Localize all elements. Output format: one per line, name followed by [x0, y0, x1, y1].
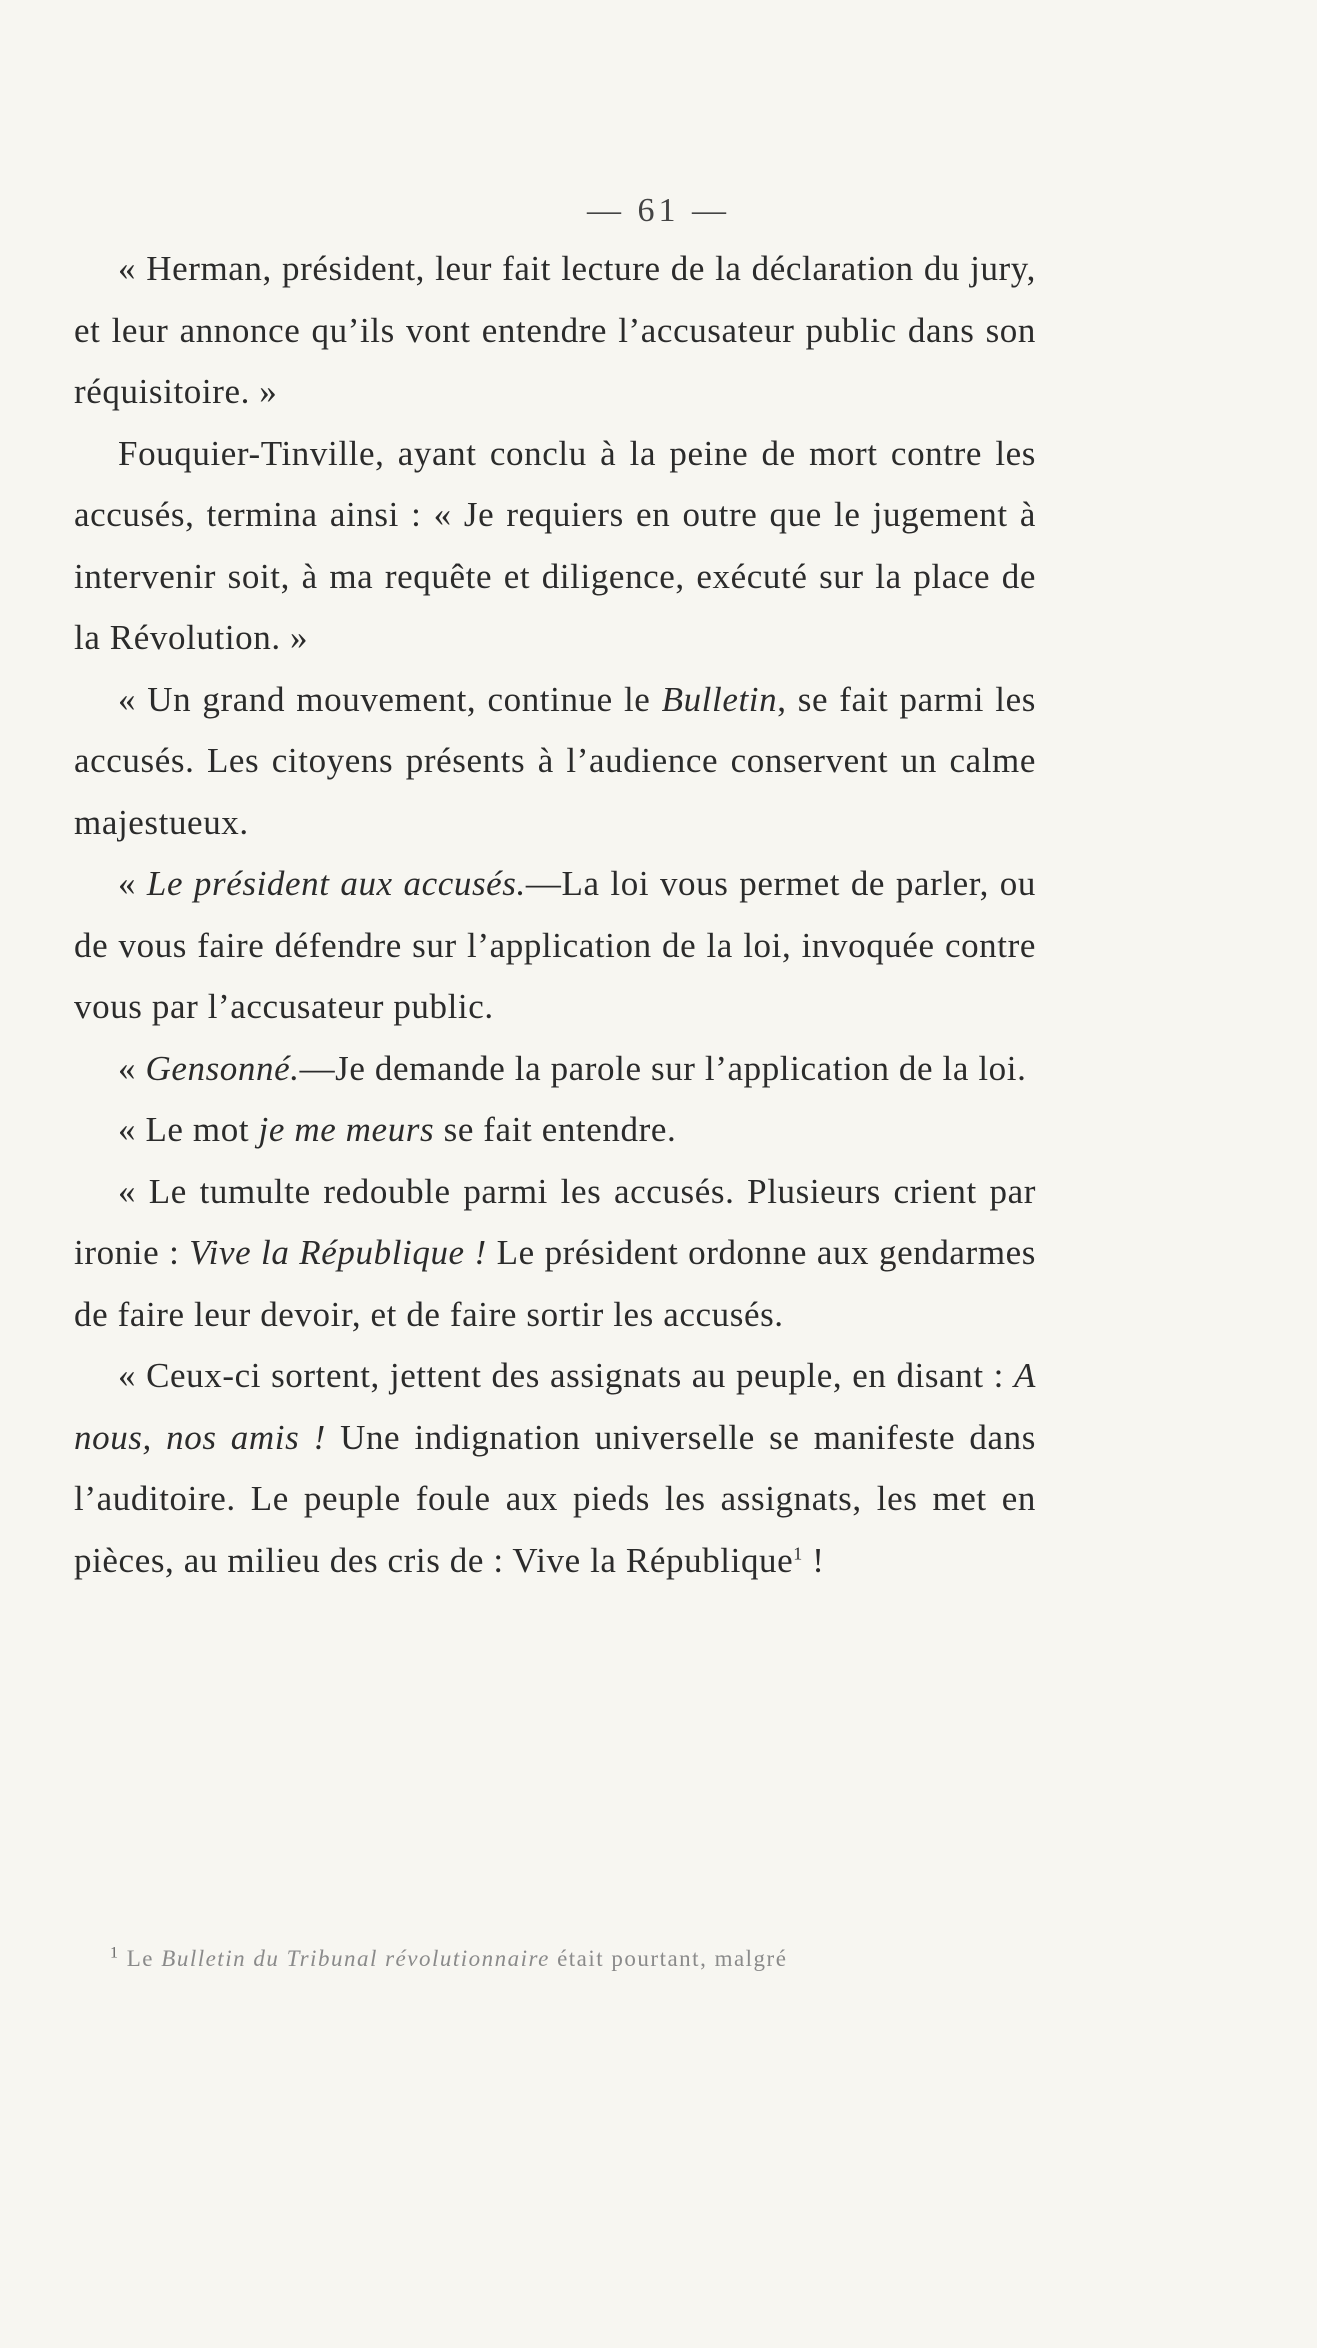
paragraph — [74, 423, 1036, 669]
italic-text: Vive la République ! — [189, 1233, 487, 1272]
paragraph — [74, 1161, 1036, 1346]
text-run: « — [118, 864, 147, 903]
footnote — [110, 1946, 1050, 1972]
text-run: « Un grand mouvement, continue le — [118, 679, 662, 719]
text-run: « — [118, 1048, 146, 1088]
body-text — [74, 238, 1036, 1591]
paragraph — [74, 1345, 1036, 1591]
text-run: , se fait parmi les accusés. Les citoyens présents à l’audience conservent un calme majestueux. — [74, 679, 1036, 842]
footnote-number: 1 — [110, 1946, 120, 1962]
text-run: « Le mot — [118, 1110, 259, 1149]
italic-text: Gensonné. — [145, 1048, 300, 1088]
text-run: était pourtant, malgré — [549, 1946, 788, 1971]
italic-text: je me meurs — [258, 1110, 435, 1149]
paragraph — [74, 669, 1036, 854]
footnote-marker: 1 — [793, 1542, 803, 1563]
text-run: Le président ordonne aux gendarmes de faire leur devoir, et de faire sortir les accusés. — [74, 1233, 1036, 1334]
paragraph — [74, 238, 1036, 423]
paragraph — [74, 1099, 1036, 1161]
text-run: se fait entendre. — [434, 1110, 677, 1149]
italic-text: A nous, nos amis ! — [74, 1356, 1036, 1457]
paragraph — [74, 853, 1036, 1038]
text-run: « Ceux-ci sortent, jettent des assignats au peuple, en disant : — [118, 1356, 1015, 1395]
italic-text: Bulletin du Tribunal révolutionnaire — [161, 1946, 550, 1971]
paragraph — [74, 1038, 1036, 1100]
italic-text: Le président aux accusés. — [146, 864, 526, 903]
text-run: « Le tumulte redouble parmi les accusés. Plusieurs crient par ironie : — [74, 1171, 1036, 1272]
text-run: —La loi vous permet de parler, ou de vous faire défendre sur l’application de la loi, invoquée contre vous par l’accusateur public. — [74, 864, 1037, 1026]
text-run: —Je demande la parole sur l’application de la loi. — [299, 1048, 1027, 1088]
italic-text: Bulletin — [661, 679, 778, 719]
text-run: Fouquier-Tinville, ayant conclu à la peine de mort contre les accusés, termina ainsi : « Je requiers en outre que le jugement à intervenir soit, à ma requête et diligence, exécuté sur la place de la Révolution. » — [74, 433, 1036, 657]
page-number: — 61 — — [587, 192, 730, 229]
text-run: Le — [119, 1946, 162, 1971]
text-run: Une indignation universelle se manifeste dans l’auditoire. Le peuple foule aux pieds les assignats, les met en pièces, au milieu des cris de : Vive la République — [74, 1417, 1036, 1580]
text-run: ! — [802, 1540, 825, 1580]
text-run: « Herman, président, leur fait lecture de la déclaration du jury, et leur annonce qu’ils vont entendre l’accusateur public dans son réquisitoire. » — [74, 249, 1036, 411]
